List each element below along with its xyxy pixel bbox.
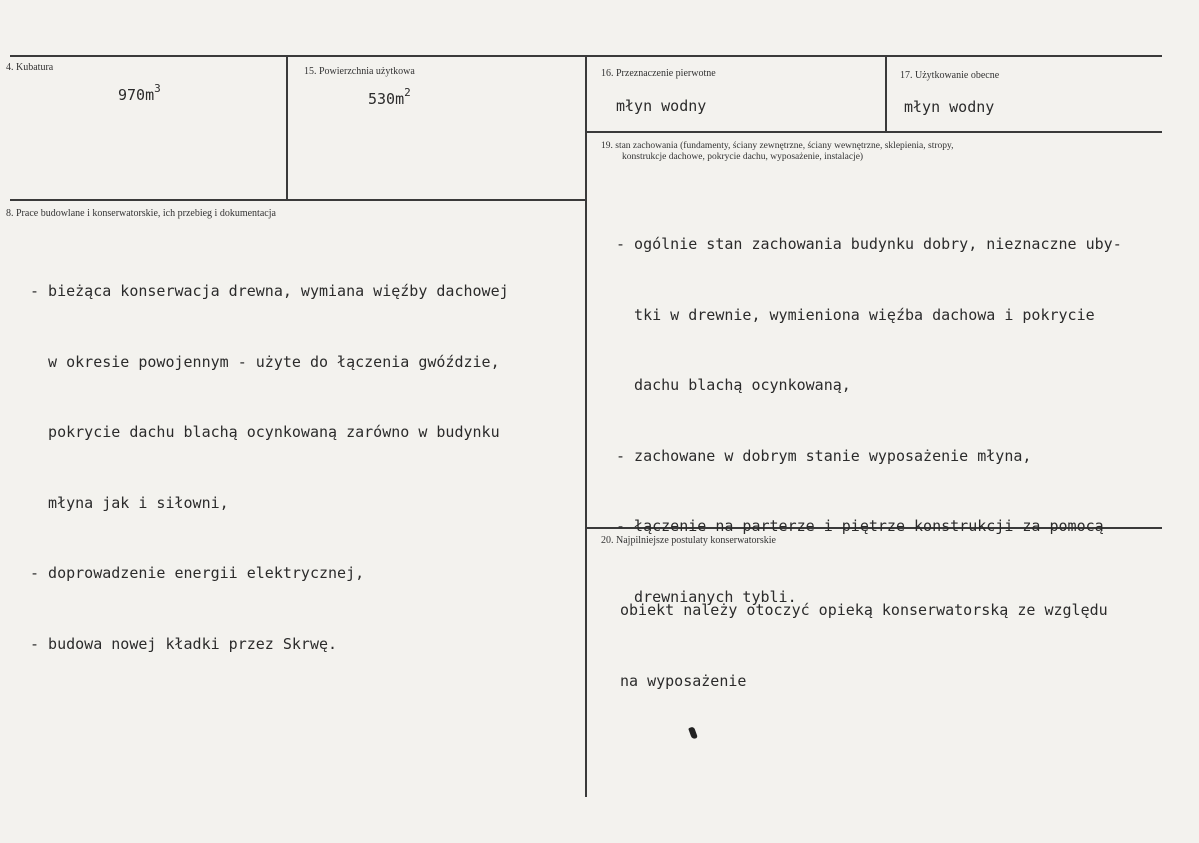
stan-line: tki w drewnie, wymieniona więźba dachowa i pokrycie: [616, 305, 1095, 324]
rule-under-14-15: [10, 199, 585, 201]
rule-under-16-17: [587, 131, 1162, 133]
center-divider: [585, 57, 587, 797]
prace-line: - budowa nowej kładki przez Skrwę.: [30, 634, 338, 653]
prace-line: pokrycie dachu blachą ocynkowaną zarówno w budynku: [30, 423, 500, 441]
postulaty-line: obiekt należy otoczyć opieką konserwatorską ze względu: [620, 601, 1108, 619]
field-uzytkowanie-value: młyn wodny: [904, 98, 995, 116]
divider-14-15: [286, 57, 288, 199]
field-powierzchnia-label: 15. Powierzchnia użytkowa: [304, 66, 415, 77]
stan-line: - łączenie na parterze i piętrze konstrukcji za pomocą: [616, 517, 1104, 535]
field-stan-label-line1: 19. stan zachowania (fundamenty, ściany zewnętrzne, ściany wewnętrzne, sklepienia, stropy,: [601, 141, 954, 151]
field-postulaty-label: 20. Najpilniejsze postulaty konserwatorskie: [601, 535, 776, 546]
field-prace-label: 8. Prace budowlane i konserwatorskie, ich przebieg i dokumentacja: [6, 208, 276, 219]
field-kubatura-value: [118, 82, 161, 104]
stan-line: drewnianych tybli.: [616, 587, 797, 606]
divider-16-17: [885, 57, 887, 131]
field-uzytkowanie-label: 17. Użytkowanie obecne: [900, 70, 1000, 81]
postulaty-line: na wyposażenie: [620, 671, 747, 690]
field-powierzchnia-value: [368, 86, 411, 108]
kubatura-exponent: 3: [154, 82, 161, 95]
prace-line: - bieżąca konserwacja drewna, wymiana więźby dachowej: [30, 282, 509, 300]
field-przeznaczenie-label: 16. Przeznaczenie pierwotne: [601, 68, 716, 79]
ink-speck: [688, 726, 698, 739]
stan-line: dachu blachą ocynkowaną,: [616, 376, 851, 394]
powierzchnia-exponent: 2: [404, 86, 411, 99]
field-kubatura-label: 4. Kubatura: [6, 62, 54, 73]
prace-line: młyna jak i siłowni,: [30, 493, 229, 512]
field-postulaty-text: [620, 552, 1108, 717]
field-stan-label-line2: konstrukcje dachowe, pokrycie dachu, wyposażenie, instalacje): [622, 152, 864, 162]
prace-line: - doprowadzenie energii elektrycznej,: [30, 564, 365, 582]
kubatura-number: 970m: [118, 86, 155, 104]
field-prace-text: [30, 233, 509, 680]
stan-line: - ogólnie stan zachowania budynku dobry, nieznaczne uby-: [616, 235, 1122, 253]
stan-line: - zachowane w dobrym stanie wyposażenie młyna,: [616, 446, 1032, 465]
prace-line: w okresie powojennym - użyte do łączenia gwóździe,: [30, 352, 500, 371]
field-przeznaczenie-value: młyn wodny: [616, 97, 707, 115]
powierzchnia-number: 530m: [368, 90, 405, 108]
